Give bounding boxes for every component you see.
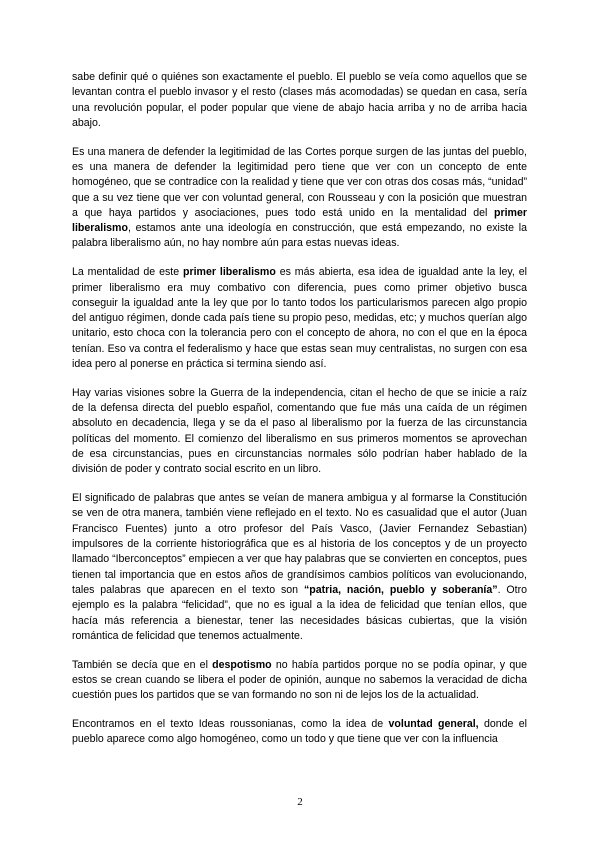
text-run: , estamos ante una ideología en construcción, que está empezando, no existe la palabra liberalismo aún, no hay nombre aún para estas nuevas ideas. [72,222,527,250]
bold-term: “patria, nación, pueblo y soberanía” [303,583,498,596]
text-run: Es una manera de defender la legitimidad de las Cortes porque surgen de las juntas del pueblo, es una manera de defender la legitimidad pero tiene que ver con un concepto de ente homogéneo, que se contradice con la realidad y tiene que ver con otras dos cosas más, “unidad” que a su vez tiene que ver con voluntad general, con Rousseau y con la posición que muestran a que haya partidos y asociaciones, pues todo está unido en la mentalidad del [72,145,527,219]
bold-term: voluntad general, [388,717,479,730]
paragraph [72,658,527,704]
document-body [72,70,527,761]
text-run: sabe definir qué o quiénes son exactamente el pueblo. El pueblo se veía como aquellos que se levantan contra el pueblo invasor y el resto (clases más acomodadas) se quedan en casa, sería una revolución popular, el poder popular que viene de abajo hacia arriba y no de arriba hacia abajo. [72,71,527,129]
text-run: La mentalidad de este [72,266,184,279]
paragraph [72,717,527,748]
paragraph [72,70,527,131]
text-run: El significado de palabras que antes se veían de manera ambigua y al formarse la Constitución se ven de otra manera, también viene reflejado en el texto. No es casualidad que el autor (Juan Francisco Fuentes) junto a otro profesor del País Vasco, (Javier Fernandez Sebastian) impulsores de la corriente historiográfica que es al historia de los conceptos y de un proyecto llamado “Iberconceptos” empiecen a ver que hay palabras que se convierten en conceptos, pues tienen tal importancia que en estos años de grandísimos cambios políticos van evolucionando, tales palabras que aparecen en el texto son [72,492,527,596]
text-run: es más abierta, esa idea de igualdad ante la ley, el primer liberalismo era muy combativo con diferencia, pues como primer objetivo busca conseguir la igualdad ante la ley que por lo tanto todos los particularismos parecen algo propio del antiguo régimen, donde cada país tiene su propio peso, medidas, etc; y muchos querían algo unitario, esto choca con la tolerancia pero con el concepto de ahora, no con el que en la época tenían. Eso va contra el federalismo y hace que estas sean muy centralistas, no surgen con esa idea pero al ponerse en práctica si termina siendo así. [72,266,527,371]
text-run: . Otro ejemplo es la palabra “felicidad”, que no es igual a la idea de felicidad que tenían ellos, que hacía más referencia a bienestar, tener las necesidades básicas cubiertas, que la visión romántica de felicidad que tenemos actualmente. [72,583,527,642]
text-run: También se decía que en el [72,658,213,671]
paragraph [72,265,527,372]
paragraph [72,145,527,252]
page-number: 2 [297,796,303,808]
bold-term: primer liberalismo [183,266,276,279]
paragraph [72,386,527,478]
bold-term: despotismo [212,658,272,671]
text-run: no había partidos porque no se podía opinar, y que estos se crean cuando se libera el poder de opinión, aunque no sabemos la veracidad de dicha cuestión pues los partidos que se van formando no son ni de lejos los de la actualidad. [72,658,527,702]
bold-term: primer liberalismo [72,206,527,235]
paragraph [72,491,527,644]
text-run: Hay varias visiones sobre la Guerra de la independencia, citan el hecho de que se inicie a raíz de la defensa directa del pueblo español, comentando que fue más una caída de un régimen absoluto en decadencia, llega y se da el paso al liberalismo por la fuerza de las circunstancia políticas del momento. El comienzo del liberalismo en sus primeros momentos se aprovechan de esa circunstancias, pues en circunstancias normales sólo podrían haber hablado de la división de poder y contrato social escrito en un libro. [72,386,527,476]
text-run: donde el pueblo aparece como algo homogéneo, como un todo y que tiene que ver con la influencia [72,717,527,746]
text-run: Encontramos en el texto Ideas roussonianas, como la idea de [72,717,389,730]
